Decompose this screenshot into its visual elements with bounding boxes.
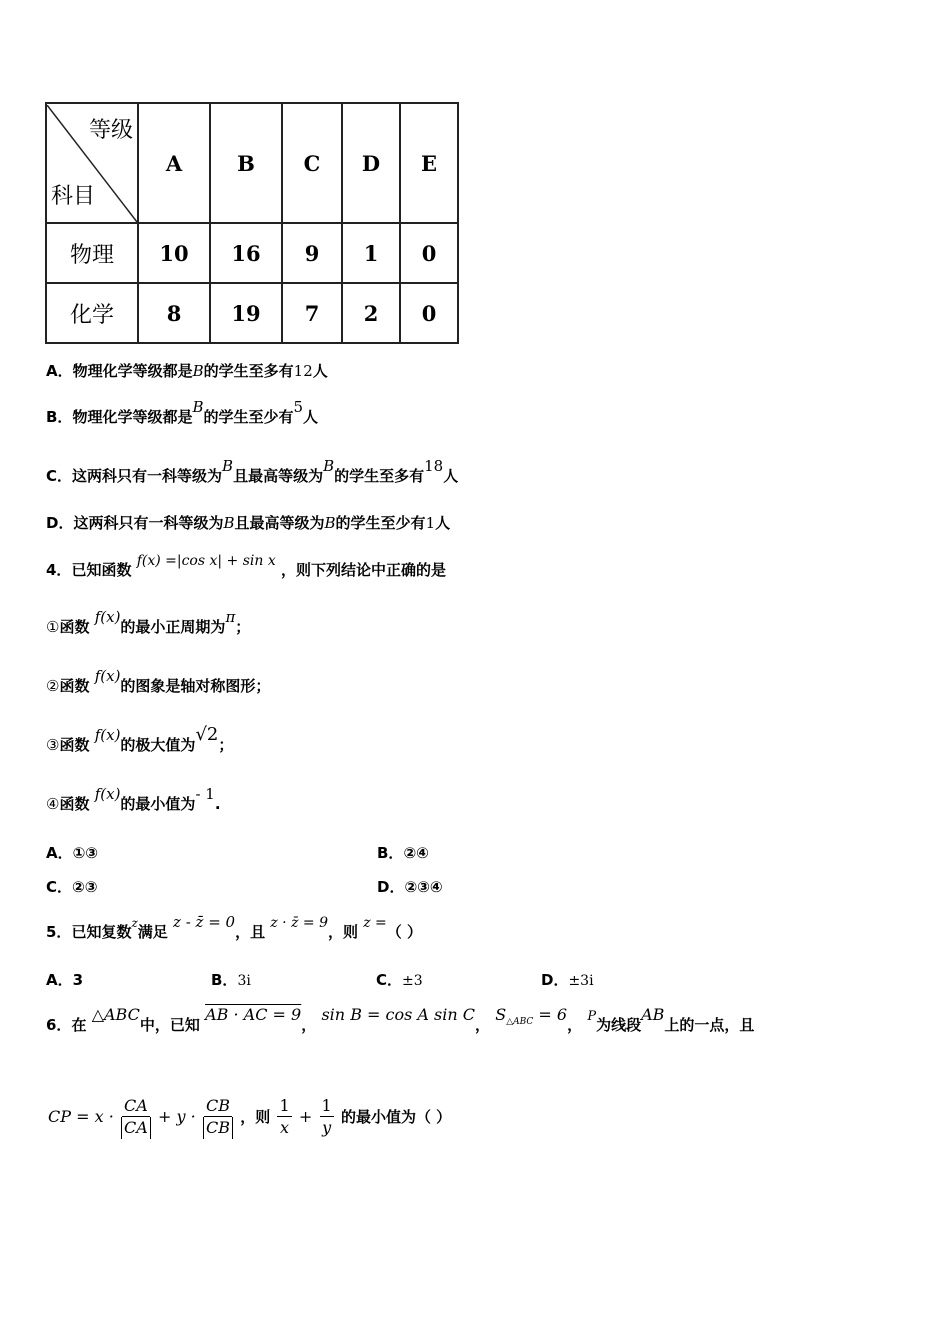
table-cell: 2 xyxy=(342,283,400,343)
q3-option-d[interactable]: D．这两科只有一科等级为B且最高等级为B的学生至少有1人 xyxy=(46,514,451,532)
table-cell: 0 xyxy=(400,283,458,343)
q4-option-b[interactable]: B．②④ xyxy=(377,844,429,862)
q4-statement-3: ③函数 f(x)的极大值为√2； xyxy=(46,724,234,754)
q4-option-a[interactable]: A．①③ xyxy=(46,844,99,862)
q4-function: f(x) =|cos x| + sin x xyxy=(136,553,276,569)
q6-stem: 6．在 △ABC中，已知 AB · AC = 9， sin B = cos A sin C， $S_{\triangle ABC} = 6$， P为线段AB上的一点，且 xyxy=(46,1005,755,1034)
grade-header-B: B xyxy=(210,103,282,223)
table-cell: 0 xyxy=(400,223,458,283)
grade-header-E: E xyxy=(400,103,458,223)
table-header-cell xyxy=(46,103,138,223)
header-subject-label: 科目 xyxy=(51,183,96,209)
q5-option-b[interactable]: B．3i xyxy=(211,971,251,989)
table-cell: 9 xyxy=(282,223,342,283)
q4-statement-2: ②函数 f(x)的图象是轴对称图形； xyxy=(46,667,271,695)
header-grade-label: 等级 xyxy=(88,117,133,143)
q6-dot-product: AB · AC = 9 xyxy=(205,1005,302,1024)
row-subject-physics: 物理 xyxy=(46,223,138,283)
q4-statement-4: ④函数 f(x)的最小值为- 1. xyxy=(46,785,221,813)
table-cell: 8 xyxy=(138,283,210,343)
table-cell: 16 xyxy=(210,223,282,283)
q3-option-b[interactable]: B．物理化学等级都是B的学生至少有5人 xyxy=(46,398,319,426)
table-cell: 1 xyxy=(342,223,400,283)
row-subject-chemistry: 化学 xyxy=(46,283,138,343)
table-cell: 10 xyxy=(138,223,210,283)
table-cell: 19 xyxy=(210,283,282,343)
grade-header-C: C xyxy=(282,103,342,223)
table-row xyxy=(46,223,458,283)
q5-option-a[interactable]: A．3 xyxy=(46,971,84,989)
q3-option-c[interactable]: C．这两科只有一科等级为B且最高等级为B的学生至多有18人 xyxy=(46,457,459,485)
q3-option-a[interactable]: A．物理化学等级都是B的学生至多有12人 xyxy=(46,362,328,380)
table-row xyxy=(46,283,458,343)
table-cell: 7 xyxy=(282,283,342,343)
grade-header-A: A xyxy=(138,103,210,223)
q4-option-c[interactable]: C．②③ xyxy=(46,878,98,896)
grade-header-D: D xyxy=(342,103,400,223)
q4-option-d[interactable]: D．②③④ xyxy=(377,878,443,896)
grade-table xyxy=(45,102,459,344)
q6-condition: CP = x · $\frac{CA}{CA}$ + y · $\frac{CB}{CB}$ ，则 $\frac{1}{x}$ + $\frac{1}{y}$ 的最小值为（ ） xyxy=(48,1096,452,1137)
q5-option-d[interactable]: D．±3i xyxy=(541,971,594,989)
q4-statement-1: ①函数 f(x)的最小正周期为π； xyxy=(46,608,251,636)
q5-option-c[interactable]: C．±3 xyxy=(376,971,423,989)
q4-stem: 4．已知函数 f(x) =|cos x| + sin x ，则下列结论中正确的是 xyxy=(46,553,447,579)
q5-stem: 5．已知复数$^z$满足 z - z̄ = 0，且 z · z̄ = 9，则 z =（ ） xyxy=(46,913,423,941)
